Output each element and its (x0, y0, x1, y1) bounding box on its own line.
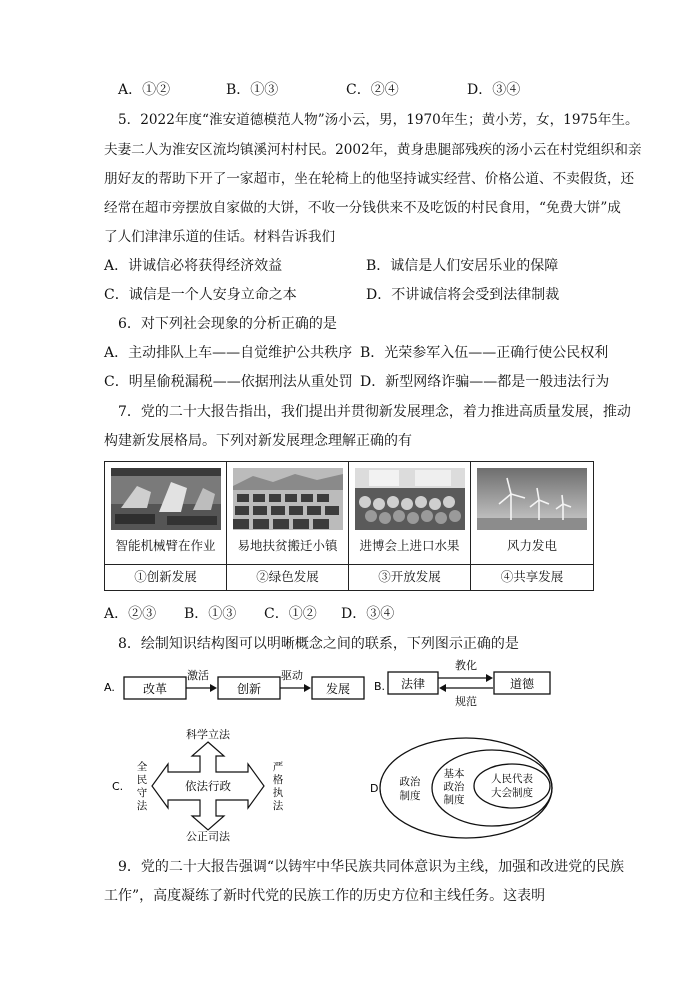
diagram-c-right-char-2: 格 (272, 774, 284, 786)
q4-option-c: C．②④ (346, 82, 399, 98)
q7-line-2: 构建新发展格局。下列对新发展理念理解正确的有 (104, 433, 412, 449)
arrow-b-left-head (439, 684, 446, 692)
arrow-b-bottom-label: 规范 (455, 695, 477, 708)
diagram-c-center-label: 依法行政 (185, 779, 231, 793)
q4-option-b: B．①③ (226, 82, 279, 98)
arrow-b-top-label: 教化 (455, 659, 477, 672)
q6-option-a: A．主动排队上车——自觉维护公共秩序 (104, 345, 353, 361)
q6-stem: 6．对下列社会现象的分析正确的是 (118, 316, 337, 332)
q7-caption-4: 风力发电 (506, 538, 557, 553)
q4-option-a: A．①② (118, 82, 171, 98)
q9-line-2: 工作”，高度凝练了新时代党的民族工作的历史方位和主线任务。这表明 (104, 888, 546, 904)
inner-label-2: 大会制度 (491, 787, 533, 799)
arrow-a2-label: 驱动 (281, 669, 303, 682)
q5-line-2: 夫妻二人为淮安区流均镇溪河村村民。2002年，黄身患腿部残疾的汤小云在村党组织和亲 (104, 142, 642, 158)
diagram-c-left-char-4: 法 (136, 800, 148, 812)
q8-diagram-b (372, 656, 572, 712)
q8-diagram-c (108, 726, 308, 846)
inner-label-1: 人民代表 (491, 773, 533, 785)
q7-image-table (104, 461, 594, 591)
wind-turbine-photo (477, 468, 587, 530)
box-morality-label: 道德 (509, 677, 535, 691)
arrow-b-right-head (486, 674, 493, 682)
q5-line-3: 朋好友的帮助下开了一家超市，坐在轮椅上的他坚持诚实经营、价格公道、不卖假货，还 (104, 171, 635, 187)
box-development-label: 发展 (325, 682, 351, 696)
q7-tag-4: ④共享发展 (500, 569, 564, 584)
q6-option-c: C．明星偷税漏税——依据刑法从重处罚 (104, 374, 353, 390)
diagram-c-left-char-3: 守 (136, 787, 148, 799)
q4-option-d: D．③④ (467, 82, 521, 98)
q7-option-a: A．②③ (104, 606, 157, 622)
q7-line-1: 7．党的二十大报告指出，我们提出并贯彻新发展理念，着力推进高质量发展，推动 (118, 404, 631, 420)
q5-option-c: C．诚信是一个人安身立命之本 (104, 287, 297, 303)
arrow-a2-head (304, 684, 311, 692)
q7-option-d: D．③④ (341, 606, 395, 622)
import-fruit-photo (355, 468, 465, 530)
q8-diagram-d (362, 730, 562, 846)
q7-caption-2: 易地扶贫搬迁小镇 (237, 538, 338, 553)
q5-option-a: A．讲诚信必将获得经济效益 (104, 258, 283, 274)
q7-cell-1 (105, 462, 227, 590)
q8-stem: 8．绘制知识结构图可以明晰概念之间的联系，下列图示正确的是 (118, 636, 519, 652)
relocation-town-photo (233, 468, 343, 530)
q7-cell-2 (227, 462, 349, 590)
q5-line-1: 5．2022年度“淮安道德模范人物”汤小云，男，1970年生；黄小芳，女，1975年生。 (118, 112, 639, 128)
diagram-a-letter: A. (104, 681, 115, 694)
robot-arm-photo (111, 468, 221, 530)
q8-diagram-a (100, 664, 370, 712)
q7-tag-3: ③开放发展 (378, 569, 441, 584)
diagram-c-letter: C. (112, 780, 124, 793)
q7-caption-3: 进博会上进口水果 (359, 538, 460, 553)
inner-ellipse (474, 764, 550, 808)
box-law-label: 法律 (400, 677, 426, 691)
q5-option-b: B．诚信是人们安居乐业的保障 (366, 258, 559, 274)
q6-option-d: D．新型网络诈骗——都是一般违法行为 (360, 374, 610, 390)
box-innovation-label: 创新 (236, 682, 262, 696)
q5-line-4: 经常在超市旁摆放自家做的大饼，不收一分钱供来不及吃饭的村民食用，“免费大饼”成 (104, 200, 621, 216)
diagram-c-right-char-4: 法 (272, 800, 284, 812)
diagram-c-left-char-1: 全 (136, 761, 148, 773)
q9-line-1: 9．党的二十大报告强调“以铸牢中华民族共同体意识为主线，加强和改进党的民族 (118, 859, 625, 875)
q5-line-5: 了人们津津乐道的佳话。材料告诉我们 (104, 229, 336, 245)
diagram-b-letter: B. (374, 680, 386, 693)
q6-option-b: B．光荣参军入伍——正确行使公民权利 (360, 345, 609, 361)
q7-caption-1: 智能机械臂在作业 (115, 538, 216, 553)
q7-tag-1: ①创新发展 (134, 569, 197, 584)
diagram-c-right-char-3: 执 (272, 787, 284, 799)
arrow-a1-label: 激活 (187, 669, 209, 682)
diagram-c-bottom-label: 公正司法 (186, 830, 230, 843)
q7-option-b: B．①③ (184, 606, 237, 622)
diagram-d-letter: D. (370, 782, 382, 795)
diagram-c-right-char-1: 严 (272, 761, 284, 773)
q7-option-c: C．①② (264, 606, 317, 622)
middle-label-2: 政治 (443, 781, 465, 793)
q7-cell-3 (349, 462, 471, 590)
q7-cell-4 (471, 462, 593, 590)
diagram-c-top-label: 科学立法 (186, 728, 230, 741)
outer-label-1: 政治 (399, 776, 421, 788)
box-reform-label: 改革 (142, 682, 168, 696)
diagram-c-left-char-2: 民 (136, 774, 148, 786)
q5-option-d: D．不讲诚信将会受到法律制裁 (366, 287, 560, 303)
outer-label-2: 制度 (399, 790, 421, 802)
middle-label-1: 基本 (443, 768, 465, 780)
middle-label-3: 制度 (443, 794, 465, 806)
arrow-a1-head (210, 684, 217, 692)
q7-tag-2: ②绿色发展 (256, 569, 319, 584)
